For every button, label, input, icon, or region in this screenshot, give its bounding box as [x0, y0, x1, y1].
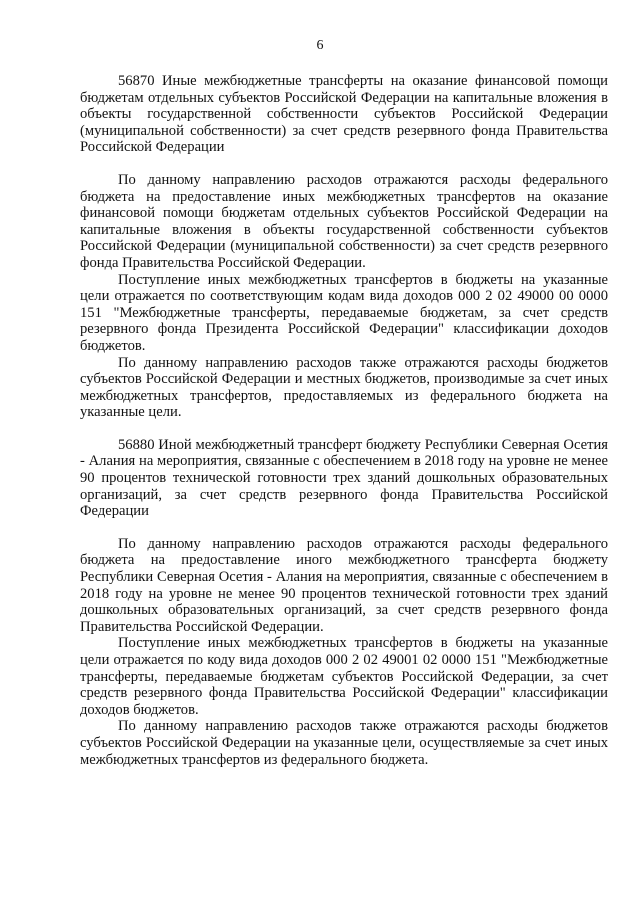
section-56870-regional-paragraph: По данному направлению расходов также отражаются расходы бюджетов субъектов Российской Федерации и местных бюджетов, производимые за счет иных межбюджетных трансфертов, предоставляемых из федерального бюджета на указанные цели. [80, 354, 608, 421]
section-56880-income-paragraph: Поступление иных межбюджетных трансфертов в бюджеты на указанные цели отражается по коду вида доходов 000 2 02 49001 02 0000 151 "Межбюджетные трансферты, передаваемые бюджетам субъектов Российской Федерации, за счет средств резервного фонда Правительства Российской Федерации" классификации доходов бюджетов. [80, 635, 608, 718]
section-56880-regional-paragraph: По данному направлению расходов также отражаются расходы бюджетов субъектов Российской Федерации на указанные цели, осуществляемые за счет иных межбюджетных трансфертов из федерального бюджета. [80, 718, 608, 768]
page-number: 6 [316, 38, 324, 53]
section-56870-income-paragraph: Поступление иных межбюджетных трансфертов в бюджеты на указанные цели отражается по соответствующим кодам вида доходов 000 2 02 49000 00 0000 151 "Межбюджетные трансферты, передаваемые бюджетам, за счет средств резервного фонда Президента Российской Федерации" классификации доходов бюджетов. [80, 271, 608, 354]
section-56880-expenses-paragraph: По данному направлению расходов отражаются расходы федерального бюджета на предоставление иного межбюджетного трансферта бюджету Республики Северная Осетия - Алания на мероприятия, связанные с обеспечением в 2018 году на уровне не менее 90 процентов технической готовности трех зданий дошкольных образовательных организаций, за счет средств резервного фонда Правительства Российской Федерации. [80, 535, 608, 635]
section-56870-heading: 56870 Иные межбюджетные трансферты на оказание финансовой помощи бюджетам отдельных субъектов Российской Федерации на капитальные вложения в объекты государственной собственности субъектов Российской Федерации (муниципальной собственности) за счет средств резервного фонда Правительства Российской Федерации [80, 73, 608, 156]
section-56870-expenses-paragraph: По данному направлению расходов отражаются расходы федерального бюджета на предоставление иных межбюджетных трансфертов на оказание финансовой помощи бюджетам отдельных субъектов Российской Федерации на капитальные вложения в объекты государственной собственности субъектов Российской Федерации (муниципальной собственности) за счет средств резервного фонда Правительства Российской Федерации. [80, 171, 608, 271]
document-body [80, 73, 608, 768]
section-56880-heading: 56880 Иной межбюджетный трансферт бюджету Республики Северная Осетия - Алания на мероприятия, связанные с обеспечением в 2018 году на уровне не менее 90 процентов технической готовности трех зданий дошкольных образовательных организаций, за счет средств резервного фонда Правительства Российской Федерации [80, 436, 608, 520]
